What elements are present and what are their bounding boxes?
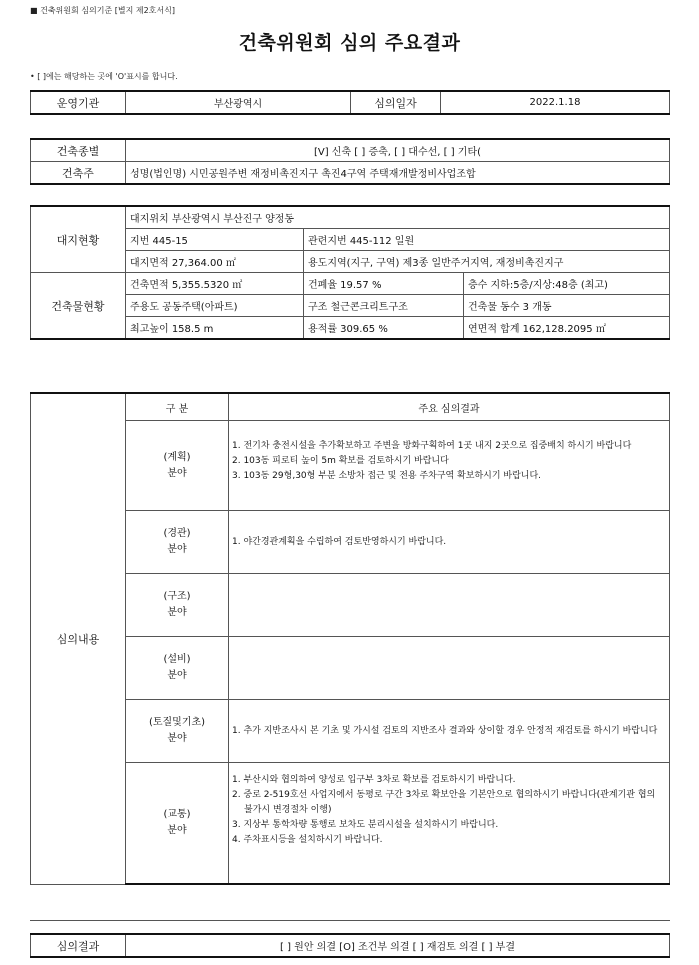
org-value: 부산광역시 (126, 91, 351, 114)
building-floors: 층수 지하:5층/지상:48층 (최고) (464, 273, 670, 295)
review-field-geotech: (토질및기초) 분야 (126, 700, 229, 763)
building-far: 용적률 309.65 % (304, 317, 464, 340)
result-section (30, 933, 670, 958)
review-field-traffic: (교통) 분야 (126, 763, 229, 885)
review-result-landscape (229, 511, 670, 574)
review-col-field: 구 분 (126, 393, 229, 421)
site-related-lot: 관련지번 445-112 일원 (304, 229, 670, 251)
building-floor-area: 건축면적 5,355.5320 ㎡ (126, 273, 304, 295)
review-label: 심의내용 (31, 393, 126, 884)
site-building-section (30, 205, 670, 340)
building-structure: 구조 철근콘크리트구조 (304, 295, 464, 317)
review-result-traffic (229, 763, 670, 885)
list-item: 1. 야간경관계획을 수립하여 검토반영하시기 바랍니다. (232, 536, 447, 547)
document-title: 건축위원회 심의 주요결과 (238, 32, 461, 54)
list-item: 1. 추가 지반조사시 본 기초 및 가시설 검토의 지반조사 결과와 상이할 경우 안정적 재검토를 하시기 바랍니다 (232, 725, 658, 736)
review-col-result: 주요 심의결과 (229, 393, 670, 421)
owner-label: 건축주 (31, 162, 126, 185)
list-item: 1. 부산시와 협의하여 양성로 입구부 3차로 확보를 검토하시기 바랍니다. (232, 775, 516, 785)
list-item: 3. 103동 29형,30형 부분 소방차 접근 및 전용 주차구역 확보하시기 바랍니다. (232, 471, 542, 481)
date-label: 심의일자 (351, 91, 441, 114)
review-result-planning (229, 421, 670, 511)
org-label: 운영기관 (31, 91, 126, 114)
form-note: • [ ]에는 해당하는 곳에 'O'표시를 합니다. (30, 72, 178, 81)
divider (30, 920, 670, 921)
site-location: 대지위치 부산광역시 부산진구 양정동 (126, 206, 670, 229)
list-item: 2. 중로 2-519호선 사업지에서 동평로 구간 3차로 확보안을 기본안으로 협의하시기 바랍니다(관계기관 협의 불가시 변경절차 이행) (232, 790, 656, 815)
building-coverage: 건폐율 19.57 % (304, 273, 464, 295)
site-area: 대지면적 27,364.00 ㎡ (126, 251, 304, 273)
kind-label: 건축종별 (31, 139, 126, 162)
review-field-landscape: (경관) 분야 (126, 511, 229, 574)
review-field-structure: (구조) 분야 (126, 574, 229, 637)
building-count: 건축물 동수 3 개동 (464, 295, 670, 317)
review-result-geotech (229, 700, 670, 763)
result-value: [ ] 원안 의결 [O] 조건부 의결 [ ] 재검토 의결 [ ] 부결 (126, 934, 670, 957)
result-label: 심의결과 (31, 934, 126, 957)
kind-value: [V] 신축 [ ] 증축, [ ] 대수선, [ ] 기타( (126, 139, 670, 162)
review-result-mechanical (229, 637, 670, 700)
building-height: 최고높이 158.5 m (126, 317, 304, 340)
review-field-planning: (계획) 분야 (126, 421, 229, 511)
basic-info-section (30, 90, 670, 115)
owner-value: 성명(법인명) 시민공원주변 재정비촉진지구 촉진4구역 주택재개발정비사업조합 (126, 162, 670, 185)
date-value: 2022.1.18 (441, 91, 670, 114)
building-total-area: 연면적 합계 162,128.2095 ㎡ (464, 317, 670, 340)
list-item: 2. 103동 피로티 높이 5m 확보를 검토하시기 바랍니다 (232, 456, 449, 466)
site-label: 대지현황 (31, 206, 126, 273)
form-reference: ■ 건축위원회 심의기준 [별지 제2호서식] (30, 6, 175, 15)
kind-owner-section (30, 138, 670, 185)
site-zoning: 용도지역(지구, 구역) 제3종 일반주거지역, 재정비촉진지구 (304, 251, 670, 273)
building-use: 주용도 공동주택(아파트) (126, 295, 304, 317)
review-section (30, 392, 670, 885)
building-label: 건축물현황 (31, 273, 126, 340)
list-item: 1. 전기차 충전시설을 추가확보하고 주변을 방화구획하여 1곳 내지 2곳으로 집중배치 하시기 바랍니다 (232, 441, 632, 451)
review-result-structure (229, 574, 670, 637)
list-item: 3. 지상부 통학차량 통행로 보차도 분리시설을 설치하시기 바랍니다. (232, 820, 499, 830)
list-item: 4. 주차표시등을 설치하시기 바랍니다. (232, 835, 383, 845)
site-lot: 지번 445-15 (126, 229, 304, 251)
review-field-mechanical: (설비) 분야 (126, 637, 229, 700)
